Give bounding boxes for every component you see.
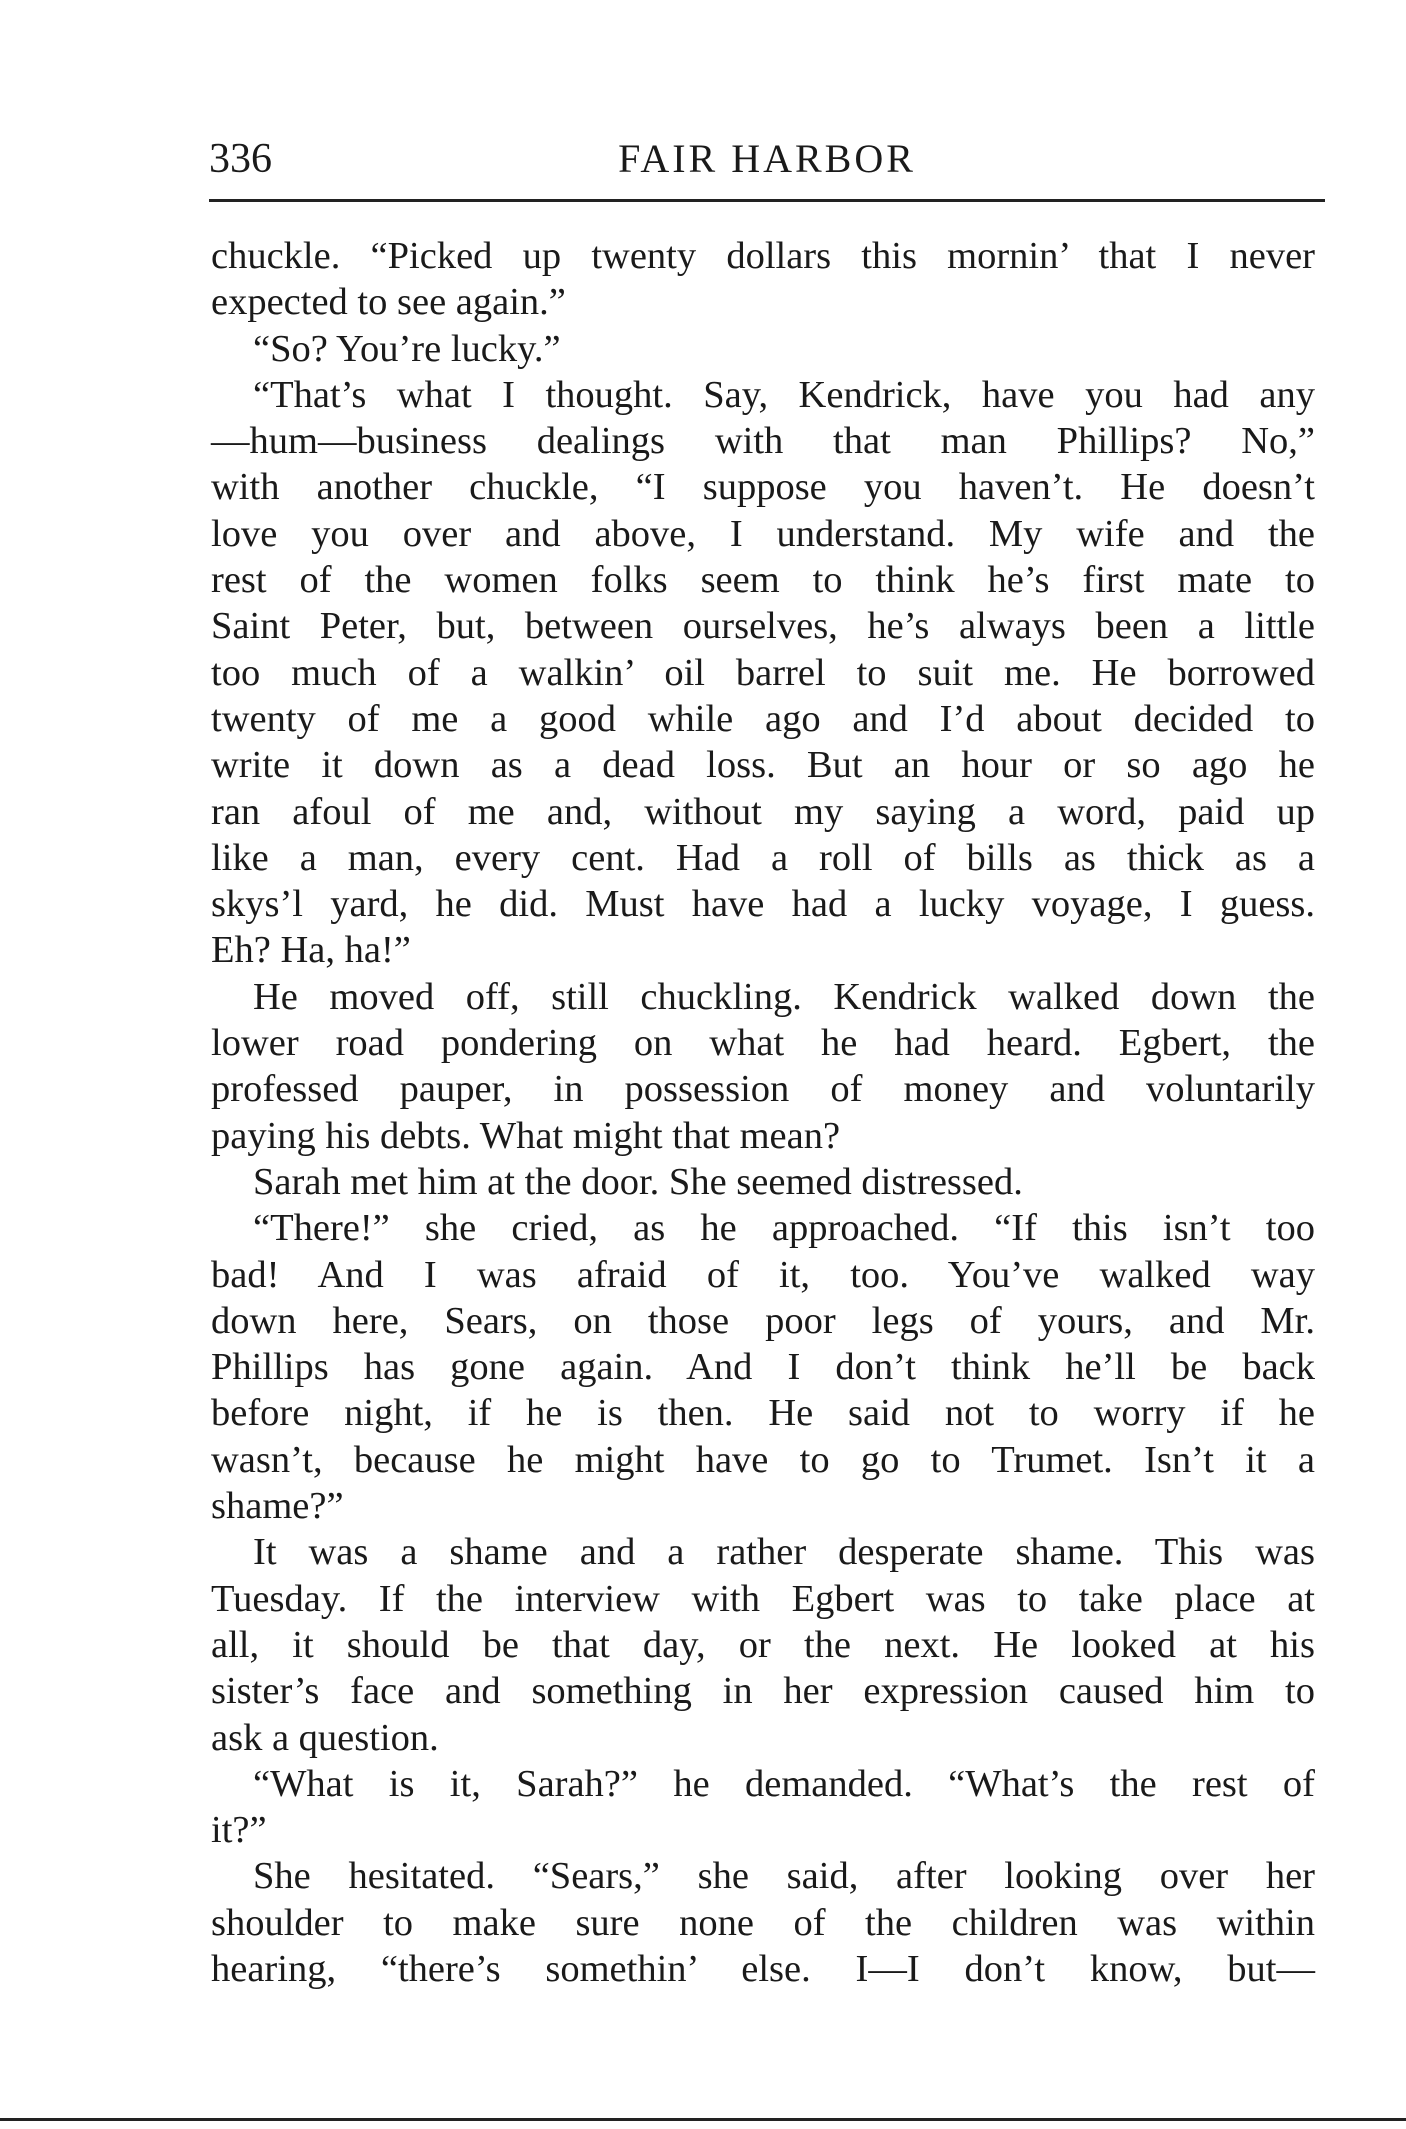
page-bottom-rule	[0, 2118, 1406, 2121]
text-line: Saint Peter, but, between ourselves, he’s always been a little	[211, 605, 1315, 648]
text-line: “There!” she cried, as he approached. “If this isn’t too	[253, 1207, 1315, 1250]
text-line: —hum—business dealings with that man Phillips? No,”	[211, 420, 1315, 463]
text-line: Eh? Ha, ha!”	[211, 929, 411, 972]
running-header	[209, 133, 1325, 202]
body-text	[211, 233, 1315, 1992]
text-line: it?”	[211, 1809, 267, 1852]
text-line: down here, Sears, on those poor legs of yours, and Mr.	[211, 1299, 1315, 1342]
text-line: “What is it, Sarah?” he demanded. “What’s the rest of	[253, 1762, 1315, 1805]
text-line: wasn’t, because he might have to go to Trumet. Isn’t it a	[211, 1438, 1315, 1481]
text-line: shame?”	[211, 1485, 344, 1528]
text-line: She hesitated. “Sears,” she said, after looking over her	[253, 1855, 1315, 1898]
text-line: ran afoul of me and, without my saying a word, paid up	[211, 790, 1315, 833]
text-line: paying his debts. What might that mean?	[211, 1114, 841, 1157]
text-line: “So? You’re lucky.”	[253, 327, 561, 370]
text-line: ask a question.	[211, 1716, 439, 1759]
text-line: bad! And I was afraid of it, too. You’ve walked way	[211, 1253, 1315, 1296]
running-title: FAIR HARBOR	[618, 136, 916, 181]
text-line: twenty of me a good while ago and I’d about decided to	[211, 697, 1315, 740]
text-line: with another chuckle, “I suppose you haven’t. He doesn’t	[211, 466, 1315, 509]
text-line: He moved off, still chuckling. Kendrick walked down the	[253, 975, 1315, 1018]
text-line: all, it should be that day, or the next. He looked at his	[211, 1623, 1315, 1666]
text-line: Tuesday. If the interview with Egbert was to take place at	[211, 1577, 1315, 1620]
text-line: Phillips has gone again. And I don’t think he’ll be back	[211, 1346, 1315, 1389]
text-line: professed pauper, in possession of money and voluntarily	[211, 1068, 1315, 1111]
text-line: sister’s face and something in her expression caused him to	[211, 1670, 1315, 1713]
text-line: expected to see again.”	[211, 281, 566, 324]
text-line: chuckle. “Picked up twenty dollars this mornin’ that I never	[211, 235, 1315, 277]
page-number: 336	[209, 136, 272, 182]
text-line: rest of the women folks seem to think he’s first mate to	[211, 559, 1315, 602]
text-line: hearing, “there’s somethin’ else. I—I don’t know, but—	[211, 1947, 1315, 1990]
text-line: It was a shame and a rather desperate shame. This was	[253, 1531, 1315, 1574]
text-line: “That’s what I thought. Say, Kendrick, have you had any	[253, 373, 1315, 416]
text-line: like a man, every cent. Had a roll of bills as thick as a	[211, 836, 1315, 879]
text-line: shoulder to make sure none of the children was within	[211, 1901, 1315, 1944]
text-line: Sarah met him at the door. She seemed distressed.	[253, 1160, 1023, 1203]
text-line: lower road pondering on what he had heard. Egbert, the	[211, 1022, 1315, 1065]
text-line: before night, if he is then. He said not to worry if he	[211, 1392, 1315, 1435]
text-line: too much of a walkin’ oil barrel to suit me. He borrowed	[211, 651, 1315, 694]
text-line: skys’l yard, he did. Must have had a lucky voyage, I guess.	[211, 883, 1315, 926]
text-line: write it down as a dead loss. But an hour or so ago he	[211, 744, 1315, 787]
text-line: love you over and above, I understand. My wife and the	[211, 512, 1315, 555]
